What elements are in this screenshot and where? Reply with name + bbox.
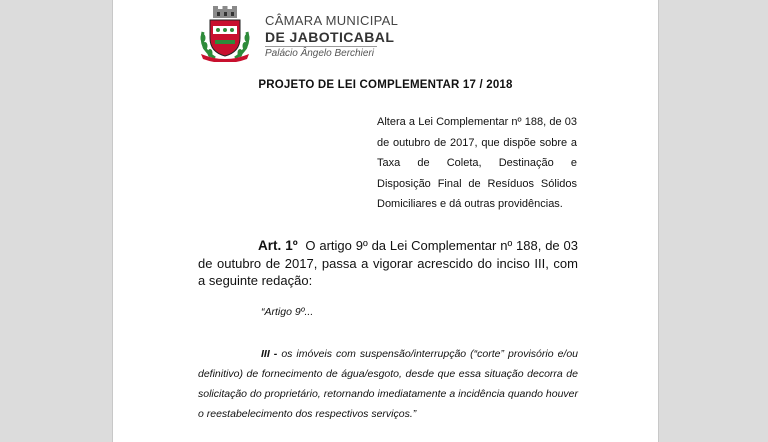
inciso-paragraph — [198, 344, 578, 424]
article-1-label: Art. 1º — [258, 238, 298, 253]
letterhead-divider — [265, 46, 377, 47]
institution-name-line2: DE JABOTICABAL — [265, 29, 395, 45]
institution-name-line1: CÂMARA MUNICIPAL — [265, 13, 399, 28]
inciso-text: os imóveis com suspensão/interrupção (“corte” provisório e/ou definitivo) de fornecimento de água/esgoto, desde que essa situação decorra de solicitação do proprietário, retornando imediatamente a incidência quando houver o reestabelecimento dos respectivos serviços.” — [198, 348, 578, 420]
institution-palace-name: Palácio Ângelo Berchieri — [265, 48, 374, 59]
document-title: PROJETO DE LEI COMPLEMENTAR 17 / 2018 — [258, 79, 513, 91]
article-1-text: O artigo 9º da Lei Complementar nº 188, de 03 de outubro de 2017, passa a vigorar acrescido do inciso III, com a seguinte redação: — [198, 238, 578, 288]
article-1-paragraph — [198, 237, 578, 290]
inciso-label: III - — [261, 348, 278, 360]
ementa-paragraph: Altera a Lei Complementar nº 188, de 03 de outubro de 2017, que dispõe sobre a Taxa de Coleta, Destinação e Disposição Final de Resíduos Sólidos Domiciliares e dá outras providências. — [377, 116, 577, 210]
document-page — [112, 0, 659, 442]
letterhead — [197, 4, 497, 60]
coat-of-arms-icon — [197, 4, 253, 62]
quoted-article-heading: “Artigo 9º... — [261, 306, 314, 318]
